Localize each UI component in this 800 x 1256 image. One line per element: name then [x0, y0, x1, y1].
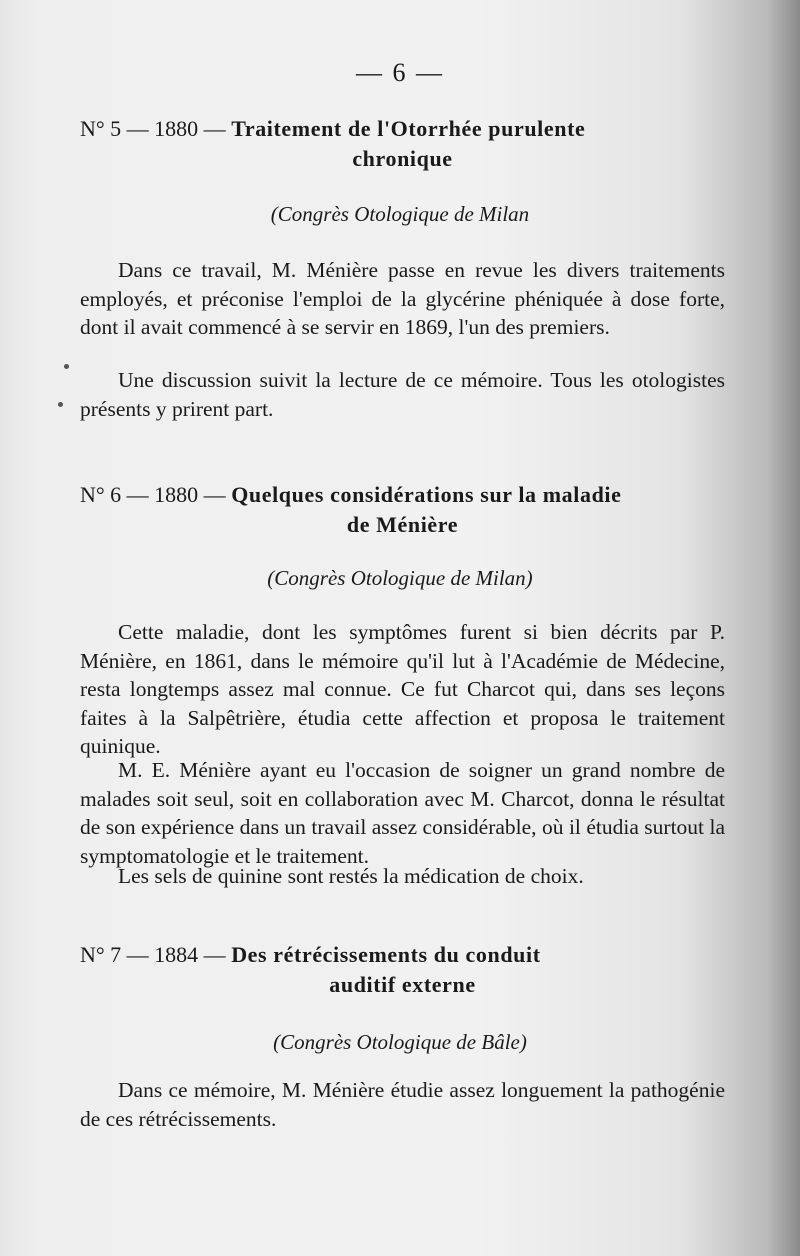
entry-6-paragraph-1: Cette maladie, dont les symptômes furent si bien décrits par P. Ménière, en 1861, dans le mémoire qu'il lut à l'Académie de Médecine, resta longtemps assez mal connue. Ce fut Charcot qui, dans ses leçons faites à la Salpêtrière, étudia cette affection et proposa le traitement quinique. — [80, 620, 725, 758]
entry-7-paragraph-1: Dans ce mémoire, M. Ménière étudie assez longuement la pathogénie de ces rétrécissements. — [80, 1078, 725, 1131]
margin-speck — [58, 402, 63, 407]
entry-7-number: N° 7 — 1884 — — [80, 942, 226, 967]
entry-7-title-line2: auditif externe — [329, 972, 476, 997]
entry-6-number: N° 6 — 1880 — — [80, 482, 226, 507]
entry-5-title-line1: Traitement de l'Otorrhée purulente — [231, 116, 586, 141]
entry-5-title-line2: chronique — [352, 146, 453, 171]
entry-6-title-line1: Quelques considérations sur la maladie — [231, 482, 622, 507]
entry-7-congress: (Congrès Otologique de Bâle) — [273, 1030, 527, 1054]
entry-6-congress: (Congrès Otologique de Milan) — [267, 566, 533, 590]
entry-6-paragraph-2: M. E. Ménière ayant eu l'occasion de soigner un grand nombre de malades soit seul, soit en collaboration avec M. Charcot, donna le résultat de son expérience dans un travail assez considérable, où il étudia surtout la symptomatologie et le traitement. — [80, 758, 725, 868]
entry-5-paragraph-2: Une discussion suivit la lecture de ce mémoire. Tous les otologistes présents y prirent part. — [80, 368, 725, 421]
entry-7-heading — [80, 940, 725, 1000]
entry-7-title-line1: Des rétrécissements du conduit — [231, 942, 541, 967]
entry-6-title-line2: de Ménière — [346, 512, 459, 537]
entry-5-number: N° 5 — 1880 — — [80, 116, 226, 141]
entry-6-heading — [80, 480, 725, 540]
entry-6-paragraph-3: Les sels de quinine sont restés la médication de choix. — [118, 864, 584, 888]
entry-5-heading — [80, 114, 725, 174]
entry-5-paragraph-1: Dans ce travail, M. Ménière passe en revue les divers traitements employés, et préconise l'emploi de la glycérine phéniquée à dose forte, dont il avait commencé à se servir en 1869, l'un des premiers. — [80, 258, 725, 339]
margin-speck — [64, 364, 69, 369]
page-number: — 6 — — [356, 58, 444, 87]
entry-5-congress: (Congrès Otologique de Milan — [270, 202, 530, 226]
